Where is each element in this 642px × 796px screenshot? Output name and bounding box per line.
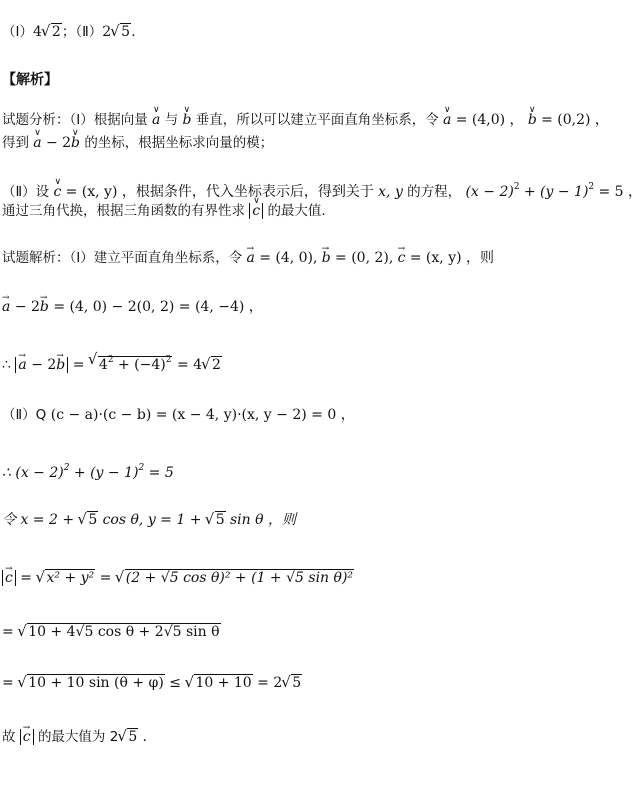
math-expr: ∴ (x − 2): [2, 465, 64, 481]
math-expr: = 4: [176, 357, 203, 373]
vector-c: c ∨: [252, 201, 260, 221]
math-expr: =: [99, 570, 116, 586]
rad-body: x² + y²: [46, 570, 95, 586]
math-expr: = (x, y) ，则: [409, 250, 495, 266]
abs-c: [20, 729, 34, 745]
solution-line-8: [2, 622, 221, 642]
rad-body: 10 + 4√5 cos θ + 2√5 sin θ: [28, 624, 220, 640]
math-expr: =: [2, 675, 19, 691]
vector-a: a ∨: [443, 110, 451, 130]
vector-b: b →: [322, 248, 331, 268]
solution-line-5: ∴ $(x - 2)^2 + (y - 1)^2 = 5$: [2, 463, 174, 481]
math-expr: + (y − 1): [73, 465, 139, 481]
radical: [185, 673, 252, 693]
rad-body: 10 + 10: [195, 675, 252, 691]
math-expr: − 2: [45, 135, 72, 151]
part2-value: 2: [102, 24, 112, 40]
part2-rad-body: 5: [121, 24, 131, 40]
math-variables: x, y: [378, 184, 403, 200]
analysis-text: 通过三角代换，根据三角函数的有界性求: [2, 203, 245, 219]
analysis-line-3: （Ⅱ）设 c ∨ = (x, y) ，根据条件，代入坐标表示后，得到关于 x, y 的方程， $(x - 2)^2 + (y - 1)^2 = 5$ ，: [2, 177, 642, 202]
rad-body: 5: [215, 512, 225, 528]
therefore-symbol: ∴: [2, 357, 11, 373]
radical: [116, 568, 354, 588]
solution-line-2: [2, 297, 263, 317]
answer-separator: ；（Ⅱ）: [61, 24, 103, 40]
math-expr: = 5 ，: [598, 184, 642, 200]
solution-text: 故: [2, 729, 16, 745]
math-expr: (x − 2): [465, 184, 514, 200]
analysis-line-1: [2, 110, 609, 130]
math-expr: = (4, 0) − 2(0, 2) = (4, −4) ，: [53, 299, 263, 315]
math-expr: + (y − 1): [523, 184, 589, 200]
math-expr: − 2: [14, 299, 40, 315]
math-expr: =: [20, 570, 37, 586]
math-expr: + (−4): [118, 357, 166, 373]
math-expr: (c − a)·(c − b) = (x − 4, y)·(x, y − 2) = 0 ，: [50, 407, 355, 423]
rad-body: 5: [88, 512, 98, 528]
solution-line-6: [2, 510, 296, 530]
abs-a-minus-2b: [15, 357, 68, 373]
math-expr: =: [2, 624, 19, 640]
vector-a: a ∨: [33, 133, 41, 153]
rad-body: 5: [292, 675, 302, 691]
analysis-text: 的方程，: [407, 184, 462, 200]
math-expr: = 2: [252, 675, 283, 691]
solution-text: 的最大值为 2: [37, 729, 119, 745]
analysis-text: 的最大值.: [267, 203, 326, 219]
vector-a-value: = (4,0) ，: [455, 112, 524, 128]
rad-body: 5: [128, 729, 138, 745]
radical: [206, 510, 226, 530]
math-expr: = 5: [148, 465, 174, 481]
radical: [202, 355, 222, 375]
analysis-text: 的坐标，根据坐标求向量的模；: [84, 135, 274, 151]
radical: [282, 673, 302, 693]
analysis-line-2: [2, 133, 273, 153]
part1-value: 4: [32, 24, 42, 40]
vector-a: a →: [18, 355, 26, 375]
part1-rad-body: 2: [51, 24, 61, 40]
radical: [18, 673, 165, 693]
analysis-text: 得到: [2, 135, 29, 151]
solution-line-1: [2, 248, 494, 268]
analysis-text: （Ⅱ）设: [2, 184, 50, 200]
analysis-text: 与: [164, 112, 179, 128]
part2-radical: [111, 22, 131, 42]
solution-text: （Ⅱ）Q: [2, 407, 47, 423]
radical: √ $4^2 + (-4)^2$: [89, 350, 173, 375]
vector-b: b →: [56, 355, 65, 375]
math-expr: sin θ ，则: [229, 512, 296, 528]
math-expr: cos θ, y = 1 +: [102, 512, 202, 528]
radical: [36, 568, 95, 588]
analysis-line-4: [2, 201, 326, 221]
rad-body: (2 + √5 cos θ)² + (1 + √5 sin θ)²: [125, 570, 354, 586]
vector-a: a →: [247, 248, 255, 268]
solution-line-10: [2, 727, 147, 747]
period: .: [142, 729, 147, 745]
vector-c: c →: [23, 727, 31, 747]
vector-c: c →: [398, 248, 406, 268]
rad-body: 2: [212, 357, 221, 373]
section-title: 【解析】: [2, 72, 58, 88]
part1-radical: [42, 22, 62, 42]
vector-b: b ∨: [528, 110, 537, 130]
math-expr: 令 x = 2 +: [2, 512, 75, 528]
math-expr: = (0, 2),: [335, 250, 394, 266]
radical: [118, 727, 138, 747]
math-expr: 4: [98, 357, 108, 373]
rad-body: 10 + 10 sin (θ + φ): [28, 675, 164, 691]
abs-c: [249, 203, 263, 219]
vector-b: b ∨: [71, 133, 80, 153]
vector-c: c ∨: [53, 182, 61, 202]
vector-a: a ∨: [152, 110, 160, 130]
vector-b-value: = (0,2) ，: [541, 112, 609, 128]
solution-line-4: [2, 405, 355, 425]
vector-b: b ∨: [182, 110, 191, 130]
vector-b: b →: [40, 297, 49, 317]
radical: [18, 622, 220, 642]
solution-text: 试题解析：（Ⅰ）建立平面直角坐标系，令: [2, 250, 243, 266]
radical: [78, 510, 98, 530]
part1-label: （Ⅰ）: [2, 24, 33, 40]
math-expr: ≤: [164, 675, 186, 691]
solution-line-9: [2, 673, 302, 693]
answer-line: [2, 22, 136, 42]
solution-line-3: ∴ a → − 2b → = √ $4^2 + (-4)^2 = 4√$ 2: [2, 350, 222, 375]
analysis-text: = (x, y) ，根据条件，代入坐标表示后，得到关于: [65, 184, 374, 200]
solution-line-7: [2, 568, 354, 588]
analysis-text: 垂直，所以可以建立平面直角坐标系，令: [195, 112, 439, 128]
analysis-text: 试题分析：（Ⅰ）根据向量: [2, 112, 148, 128]
math-expr: − 2: [31, 357, 57, 373]
answer-end: .: [131, 24, 136, 40]
vector-c: c →: [5, 568, 13, 588]
abs-c: [2, 570, 16, 586]
vector-a: a →: [2, 297, 10, 317]
math-expr: = (4, 0),: [259, 250, 318, 266]
